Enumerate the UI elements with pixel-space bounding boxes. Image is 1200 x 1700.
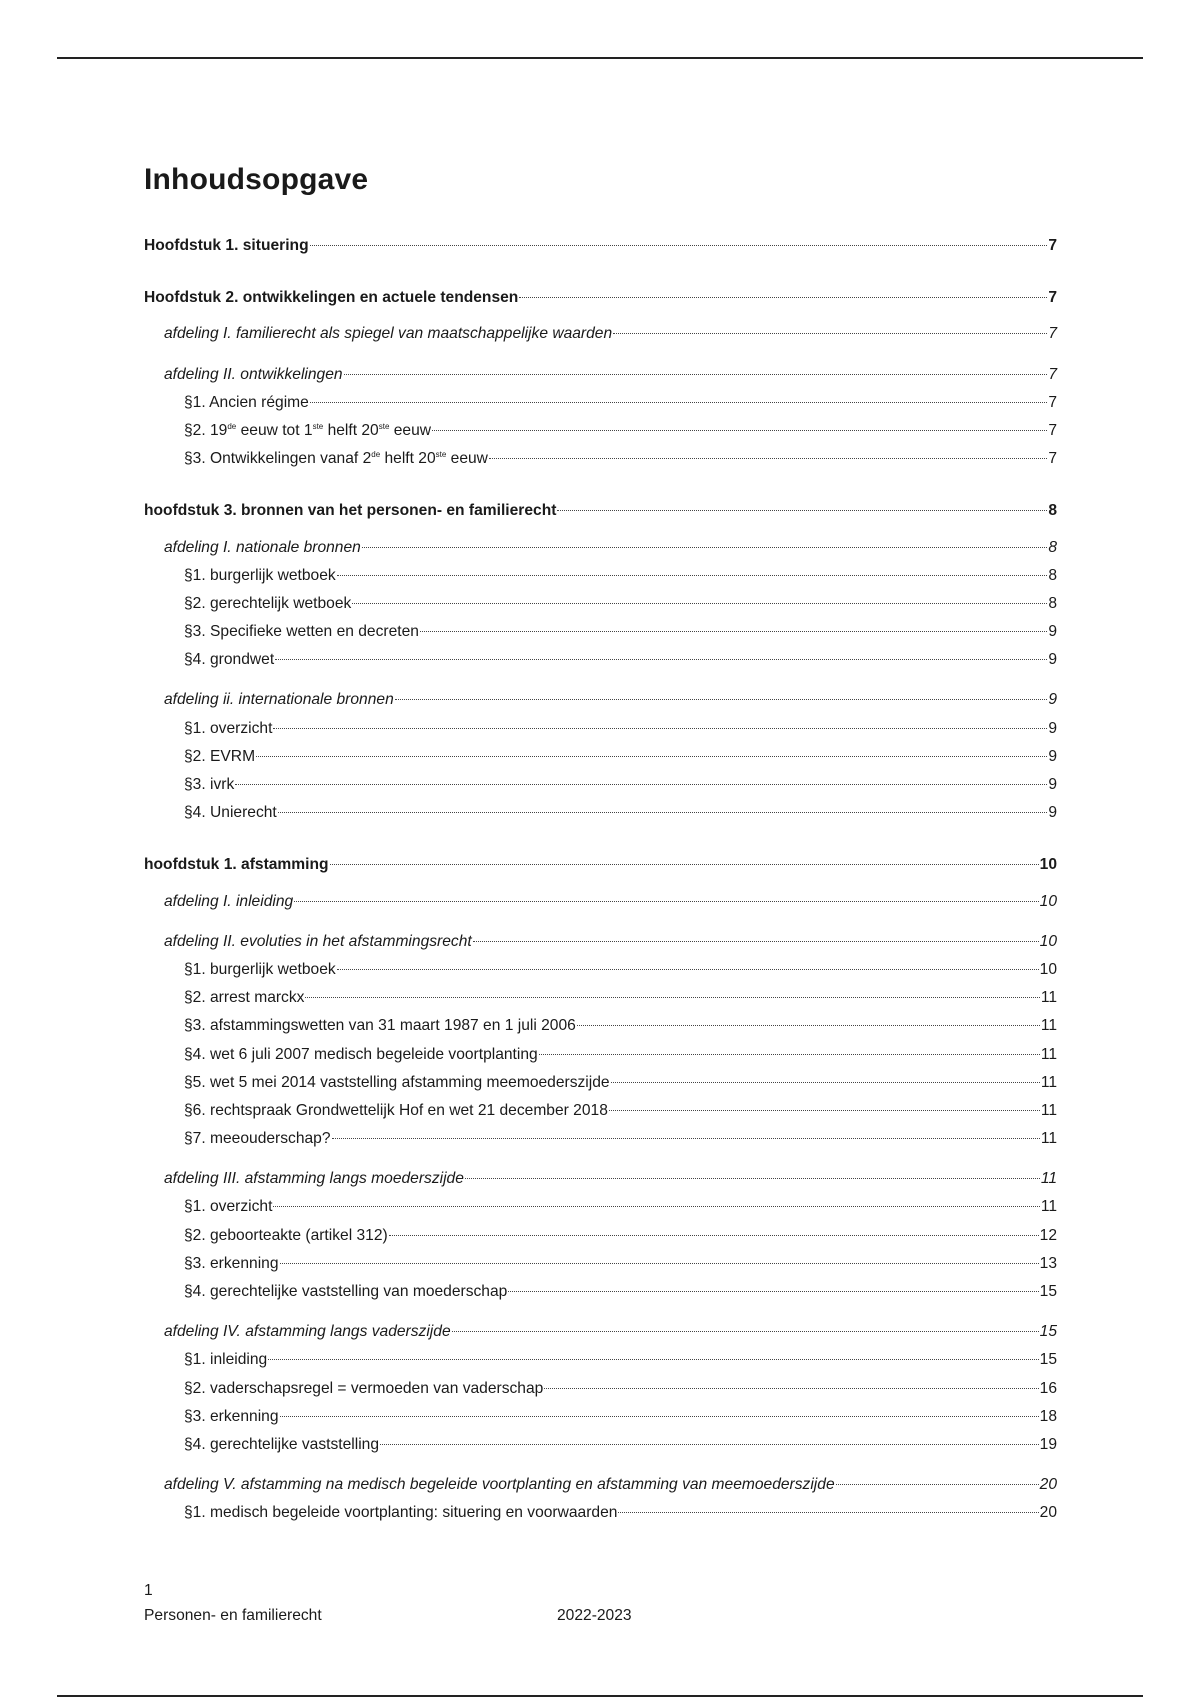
toc-entry[interactable] bbox=[144, 686, 1057, 714]
toc-entry[interactable] bbox=[144, 534, 1057, 562]
toc-entry-page-number: 13 bbox=[1039, 1254, 1057, 1272]
toc-entry-page-number: 12 bbox=[1039, 1226, 1057, 1244]
header-rule bbox=[57, 57, 1143, 59]
toc-entry[interactable] bbox=[144, 320, 1057, 348]
toc-entry-page-number: 11 bbox=[1040, 1170, 1057, 1188]
toc-entry-label: afdeling II. ontwikkelingen bbox=[164, 365, 343, 383]
toc-entry-label: §5. wet 5 mei 2014 vaststelling afstamming meemoederszijde bbox=[184, 1073, 610, 1091]
toc-entry[interactable] bbox=[144, 445, 1057, 473]
toc-entry-page-number: 9 bbox=[1048, 804, 1057, 822]
toc-dot-leader bbox=[268, 1359, 1038, 1360]
toc-entry-label: §3. afstammingswetten van 31 maart 1987 en 1 juli 2006 bbox=[184, 1017, 576, 1035]
toc-entry-label: §2. gerechtelijk wetboek bbox=[184, 594, 352, 612]
toc-entry-page-number: 20 bbox=[1039, 1476, 1057, 1494]
toc-entry-superscript: ste bbox=[378, 421, 390, 431]
toc-entry-label: §1. medisch begeleide voortplanting: situering en voorwaarden bbox=[184, 1504, 618, 1522]
toc-dot-leader bbox=[452, 1331, 1039, 1332]
toc-dot-leader bbox=[337, 575, 1048, 576]
toc-entry-page-number: 8 bbox=[1048, 538, 1057, 556]
toc-entry-label: Hoofdstuk 1. situering bbox=[144, 237, 309, 254]
toc-entry[interactable] bbox=[144, 1165, 1057, 1193]
toc-entry-label-part: §2. 19 bbox=[184, 421, 228, 439]
toc-entry-page-number: 15 bbox=[1039, 1351, 1057, 1369]
toc-entry-page-number: 20 bbox=[1039, 1504, 1057, 1522]
page-title: Inhoudsopgave bbox=[144, 163, 369, 196]
toc-entry-page-number: 7 bbox=[1048, 393, 1057, 411]
toc-entry-page-number: 9 bbox=[1048, 651, 1057, 669]
toc-entry[interactable] bbox=[144, 799, 1057, 827]
toc-entry-label-part: eeuw tot 1 bbox=[236, 421, 313, 439]
toc-dot-leader bbox=[344, 374, 1048, 375]
toc-entry-label-part: eeuw bbox=[446, 450, 488, 468]
toc-entry[interactable] bbox=[144, 743, 1057, 771]
toc-entry-page-number: 10 bbox=[1039, 892, 1057, 910]
toc-entry-label: §1. Ancien régime bbox=[184, 393, 309, 411]
toc-dot-leader bbox=[310, 402, 1047, 403]
toc-entry[interactable] bbox=[144, 1318, 1057, 1346]
toc-dot-leader bbox=[305, 997, 1039, 998]
toc-dot-leader bbox=[465, 1178, 1040, 1179]
toc-entry-label: §1. overzicht bbox=[184, 1198, 273, 1216]
toc-entry[interactable] bbox=[144, 1069, 1057, 1097]
toc-dot-leader bbox=[489, 458, 1047, 459]
toc-entry[interactable] bbox=[144, 1193, 1057, 1221]
toc-dot-leader bbox=[380, 1444, 1039, 1445]
toc-entry-label: §7. meeouderschap? bbox=[184, 1130, 331, 1148]
toc-entry-label: hoofdstuk 1. afstamming bbox=[144, 856, 329, 874]
toc-entry-label: §3. ivrk bbox=[184, 776, 235, 793]
toc-entry-label: afdeling IV. afstamming langs vaderszijde bbox=[164, 1323, 451, 1341]
toc-dot-leader bbox=[395, 699, 1048, 700]
toc-entry-label: afdeling III. afstamming langs moederszijde bbox=[164, 1170, 464, 1188]
toc-dot-leader bbox=[273, 728, 1047, 729]
toc-entry-page-number: 15 bbox=[1039, 1323, 1057, 1341]
toc-entry-label: §3. erkenning bbox=[184, 1407, 279, 1425]
toc-entry-label: §2. geboorteakte (artikel 312) bbox=[184, 1226, 388, 1244]
toc-entry-page-number: 11 bbox=[1040, 1017, 1057, 1035]
toc-entry[interactable] bbox=[144, 1431, 1057, 1459]
toc-entry-page-number: 9 bbox=[1048, 747, 1057, 765]
toc-dot-leader bbox=[420, 631, 1047, 632]
toc-entry-superscript: ste bbox=[435, 450, 447, 460]
footer-academic-year: 2022-2023 bbox=[557, 1607, 632, 1624]
toc-entry-page-number: 11 bbox=[1040, 989, 1057, 1007]
toc-dot-leader bbox=[332, 1138, 1040, 1139]
toc-entry-superscript: ste bbox=[312, 421, 324, 431]
toc-dot-leader bbox=[609, 1110, 1040, 1111]
toc-entry-label: §4. grondwet bbox=[184, 651, 275, 669]
toc-dot-leader bbox=[280, 1263, 1039, 1264]
toc-entry[interactable] bbox=[144, 1499, 1057, 1527]
toc-dot-leader bbox=[256, 756, 1047, 757]
toc-entry-page-number: 7 bbox=[1048, 289, 1057, 307]
footer-rule bbox=[57, 1695, 1143, 1697]
toc-entry[interactable] bbox=[144, 715, 1057, 743]
toc-entry[interactable] bbox=[144, 956, 1057, 984]
toc-entry-label: afdeling I. nationale bronnen bbox=[164, 538, 361, 556]
toc-dot-leader bbox=[473, 941, 1039, 942]
toc-entry-page-number: 9 bbox=[1048, 691, 1057, 709]
toc-entry[interactable] bbox=[144, 417, 1057, 445]
toc-entry-page-number: 15 bbox=[1039, 1283, 1057, 1300]
toc-entry-label-part: helft 20 bbox=[323, 421, 379, 439]
toc-entry-label: §1. inleiding bbox=[184, 1351, 268, 1369]
toc-entry-label bbox=[184, 445, 488, 473]
toc-entry[interactable] bbox=[144, 284, 1057, 312]
toc-entry-page-number: 9 bbox=[1048, 719, 1057, 737]
toc-entry[interactable] bbox=[144, 590, 1057, 618]
toc-entry[interactable] bbox=[144, 928, 1057, 956]
toc-entry-page-number: 11 bbox=[1040, 1198, 1057, 1216]
toc-entry-page-number: 16 bbox=[1039, 1379, 1057, 1397]
toc-dot-leader bbox=[330, 864, 1039, 865]
toc-entry[interactable] bbox=[144, 1471, 1057, 1499]
toc-entry[interactable] bbox=[144, 562, 1057, 590]
toc-entry-page-number: 7 bbox=[1048, 450, 1057, 468]
toc-entry-page-number: 9 bbox=[1048, 623, 1057, 641]
toc-entry-label bbox=[184, 417, 431, 445]
toc-dot-leader bbox=[557, 510, 1047, 511]
toc-entry-page-number: 11 bbox=[1040, 1073, 1057, 1091]
toc-entry[interactable] bbox=[144, 1125, 1057, 1153]
toc-entry-label: afdeling I. inleiding bbox=[164, 892, 294, 910]
toc-dot-leader bbox=[275, 659, 1047, 660]
toc-entry[interactable] bbox=[144, 389, 1057, 417]
toc-entry-page-number: 8 bbox=[1048, 594, 1057, 612]
toc-dot-leader bbox=[362, 547, 1048, 548]
toc-entry[interactable] bbox=[144, 646, 1057, 674]
table-of-contents bbox=[144, 232, 1057, 1528]
footer-course-title: Personen- en familierecht bbox=[144, 1607, 322, 1624]
toc-entry-page-number: 11 bbox=[1040, 1045, 1057, 1063]
footer-page-number: 1 bbox=[144, 1582, 153, 1599]
toc-entry-page-number: 19 bbox=[1039, 1435, 1057, 1453]
toc-entry-label: §4. gerechtelijke vaststelling van moederschap bbox=[184, 1283, 508, 1300]
toc-dot-leader bbox=[280, 1416, 1039, 1417]
toc-entry-label: afdeling V. afstamming na medisch begeleide voortplanting en afstamming van meemoederszijde bbox=[164, 1476, 835, 1494]
toc-entry[interactable] bbox=[144, 361, 1057, 389]
toc-entry[interactable] bbox=[144, 1041, 1057, 1069]
toc-entry-page-number: 7 bbox=[1048, 421, 1057, 439]
toc-entry[interactable] bbox=[144, 232, 1057, 260]
toc-entry-label: §1. overzicht bbox=[184, 719, 273, 737]
toc-entry-label-part: §3. Ontwikkelingen vanaf 2 bbox=[184, 450, 372, 468]
toc-entry[interactable] bbox=[144, 851, 1057, 879]
toc-dot-leader bbox=[337, 969, 1039, 970]
toc-entry[interactable] bbox=[144, 984, 1057, 1012]
toc-entry-label: §4. wet 6 juli 2007 medisch begeleide voortplanting bbox=[184, 1045, 538, 1063]
toc-dot-leader bbox=[278, 812, 1048, 813]
toc-dot-leader bbox=[611, 1082, 1040, 1083]
toc-dot-leader bbox=[352, 603, 1047, 604]
toc-entry[interactable] bbox=[144, 771, 1057, 799]
toc-dot-leader bbox=[544, 1388, 1038, 1389]
toc-entry-label: §4. gerechtelijke vaststelling bbox=[184, 1435, 380, 1453]
toc-dot-leader bbox=[389, 1235, 1039, 1236]
toc-entry-superscript: de bbox=[371, 450, 381, 460]
toc-entry[interactable] bbox=[144, 1375, 1057, 1403]
toc-entry-page-number: 7 bbox=[1048, 325, 1057, 343]
toc-entry-page-number: 11 bbox=[1040, 1130, 1057, 1148]
toc-dot-leader bbox=[273, 1206, 1039, 1207]
toc-entry-superscript: de bbox=[227, 421, 237, 431]
toc-entry[interactable] bbox=[144, 1278, 1057, 1306]
toc-entry-page-number: 8 bbox=[1048, 566, 1057, 584]
toc-entry-label: §6. rechtspraak Grondwettelijk Hof en wet 21 december 2018 bbox=[184, 1101, 608, 1119]
toc-entry-label-part: eeuw bbox=[389, 421, 432, 439]
toc-entry-label: §3. Specifieke wetten en decreten bbox=[184, 623, 419, 641]
toc-entry-label: afdeling II. evoluties in het afstammingsrecht bbox=[164, 932, 472, 950]
toc-dot-leader bbox=[310, 245, 1048, 246]
toc-entry-label: afdeling ii. internationale bronnen bbox=[164, 691, 394, 709]
toc-entry[interactable] bbox=[144, 1250, 1057, 1278]
toc-entry-label: §1. burgerlijk wetboek bbox=[184, 960, 336, 978]
toc-entry[interactable] bbox=[144, 1222, 1057, 1250]
toc-dot-leader bbox=[235, 784, 1047, 785]
toc-entry-label: hoofdstuk 3. bronnen van het personen- en familierecht bbox=[144, 502, 557, 520]
toc-entry[interactable] bbox=[144, 1346, 1057, 1374]
toc-dot-leader bbox=[432, 430, 1047, 431]
toc-entry-page-number: 10 bbox=[1039, 960, 1057, 978]
toc-entry[interactable] bbox=[144, 888, 1057, 916]
toc-dot-leader bbox=[613, 333, 1047, 334]
toc-entry-label: §1. burgerlijk wetboek bbox=[184, 566, 336, 584]
toc-entry-label: §2. EVRM bbox=[184, 747, 256, 765]
toc-entry-page-number: 11 bbox=[1040, 1101, 1057, 1119]
toc-entry-page-number: 10 bbox=[1039, 932, 1057, 950]
toc-entry-page-number: 8 bbox=[1048, 502, 1057, 520]
toc-entry[interactable] bbox=[144, 1012, 1057, 1040]
toc-entry[interactable] bbox=[144, 497, 1057, 525]
toc-entry[interactable] bbox=[144, 1403, 1057, 1431]
toc-entry-page-number: 7 bbox=[1048, 237, 1057, 254]
toc-entry-label: §3. erkenning bbox=[184, 1254, 279, 1272]
toc-entry[interactable] bbox=[144, 618, 1057, 646]
toc-dot-leader bbox=[618, 1512, 1038, 1513]
toc-entry-label-part: helft 20 bbox=[380, 450, 436, 468]
toc-entry[interactable] bbox=[144, 1097, 1057, 1125]
toc-dot-leader bbox=[294, 901, 1038, 902]
toc-entry-page-number: 7 bbox=[1048, 365, 1057, 383]
toc-dot-leader bbox=[508, 1291, 1038, 1292]
toc-dot-leader bbox=[836, 1484, 1039, 1485]
toc-entry-page-number: 18 bbox=[1039, 1407, 1057, 1425]
toc-entry-label: §4. Unierecht bbox=[184, 804, 277, 822]
toc-dot-leader bbox=[519, 297, 1047, 298]
toc-dot-leader bbox=[577, 1025, 1040, 1026]
toc-entry-page-number: 10 bbox=[1039, 856, 1057, 874]
toc-entry-page-number: 9 bbox=[1048, 776, 1057, 793]
toc-entry-label: §2. arrest marckx bbox=[184, 989, 305, 1007]
toc-entry-label: §2. vaderschapsregel = vermoeden van vaderschap bbox=[184, 1379, 544, 1397]
toc-entry-label: afdeling I. familierecht als spiegel van maatschappelijke waarden bbox=[164, 325, 613, 343]
toc-dot-leader bbox=[539, 1054, 1040, 1055]
toc-entry-label: Hoofdstuk 2. ontwikkelingen en actuele tendensen bbox=[144, 289, 519, 307]
